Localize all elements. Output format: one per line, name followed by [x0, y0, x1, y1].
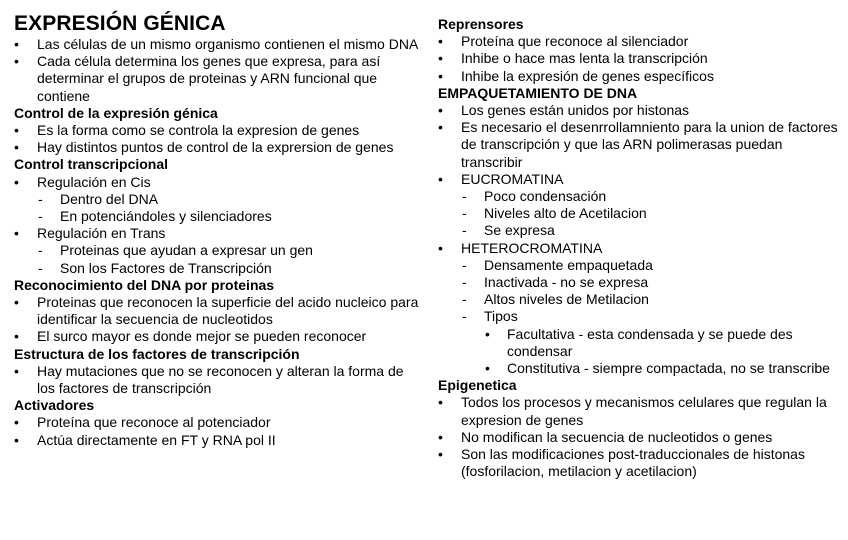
dash-item	[438, 222, 838, 239]
bullet-marker: •	[14, 362, 19, 379]
bullet-marker: •	[14, 173, 19, 190]
bullet-item	[438, 119, 838, 171]
item-text: Niveles alto de Acetilacion	[484, 205, 647, 222]
dash-item	[438, 308, 838, 325]
dash-item	[438, 205, 838, 222]
right-column	[438, 0, 838, 480]
item-text: Los genes están unidos por histonas	[461, 102, 690, 119]
dash-marker: -	[462, 222, 467, 239]
item-text: Es la forma como se controla la expresion de genes	[37, 122, 360, 139]
dash-item	[14, 242, 424, 259]
item-text: Proteinas que reconocen la superficie del acido nucleico para identificar la secuencia de nucleotidos	[37, 294, 419, 328]
item-text: Poco condensación	[484, 188, 607, 205]
bullet-item	[14, 432, 424, 449]
dash-marker: -	[462, 205, 467, 222]
bullet-item	[14, 122, 424, 139]
item-text: Densamente empaquetada	[484, 256, 653, 273]
item-text: Todos los procesos y mecanismos celulares que regulan la expresion de genes	[461, 394, 827, 428]
section-heading-reconocimiento-del-dna-por-proteinas: Reconocimiento del DNA por proteinas	[14, 276, 275, 293]
bullet-item	[438, 33, 838, 50]
dash-item	[438, 274, 838, 291]
bullet-marker: •	[14, 53, 19, 70]
bullet-item	[438, 68, 838, 85]
bullet-marker: •	[14, 294, 19, 311]
bullet-marker: •	[438, 102, 443, 119]
dash-marker: -	[462, 274, 467, 291]
item-text: HETEROCROMATINA	[461, 239, 603, 256]
bullet-marker: •	[14, 414, 19, 431]
item-text: Inactivada - no se expresa	[484, 274, 649, 291]
bullet-marker: •	[438, 446, 443, 463]
item-text: Inhibe o hace mas lenta la transcripción	[461, 50, 708, 67]
bullet-marker: •	[438, 394, 443, 411]
dash-marker: -	[38, 259, 43, 276]
section-heading-activadores: Activadores	[14, 397, 95, 414]
dash-item	[438, 188, 838, 205]
bullet-marker: •	[438, 33, 443, 50]
left-column	[14, 0, 424, 449]
bullet-marker: •	[14, 431, 19, 448]
bullet-marker: •	[485, 325, 490, 342]
bullet-marker: •	[438, 67, 443, 84]
bullet-item	[438, 360, 838, 377]
item-text: Se expresa	[484, 222, 555, 239]
item-text: Altos niveles de Metilacion	[484, 291, 649, 308]
dash-marker: -	[462, 308, 467, 325]
bullet-marker: •	[14, 36, 19, 52]
dash-marker: -	[462, 291, 467, 308]
item-text: Hay mutaciones que no se reconocen y alteran la forma de los factores de transcripción	[37, 362, 404, 397]
item-text: Regulación en Trans	[37, 225, 166, 242]
page-title: EXPRESIÓN GÉNICA	[14, 12, 226, 35]
bullet-item	[14, 36, 424, 53]
bullet-item	[438, 171, 838, 188]
bullet-marker: •	[438, 428, 443, 445]
dash-item	[14, 191, 424, 208]
bullet-marker: •	[485, 360, 490, 377]
bullet-marker: •	[14, 328, 19, 345]
item-text: Son las modificaciones post-traduccionales de histonas (fosforilacion, metilacion y acetilacion)	[461, 446, 805, 480]
item-text: Cada célula determina los genes que expresa, para así determinar el grupos de proteinas y ARN funcional que contiene	[37, 53, 381, 104]
item-text: EUCROMATINA	[461, 170, 564, 187]
dash-marker: -	[38, 208, 43, 225]
item-text: Regulación en Cis	[37, 173, 151, 190]
item-text: Es necesario el desenrrollamniento para la union de factores de transcripción y que las ARN polimerasas puedan transcribir	[461, 119, 838, 170]
bullet-item	[438, 446, 838, 480]
item-text: Tipos	[484, 308, 518, 325]
bullet-item	[14, 414, 424, 431]
item-text: Son los Factores de Transcripción	[60, 259, 272, 276]
bullet-item	[14, 53, 424, 105]
bullet-item	[438, 50, 838, 67]
left-content	[14, 36, 424, 449]
dash-item	[14, 260, 424, 277]
dash-marker: -	[38, 242, 43, 259]
right-content	[438, 16, 838, 480]
bullet-marker: •	[438, 119, 443, 136]
item-text: No modifican la secuencia de nucleotidos o genes	[461, 428, 773, 445]
bullet-item	[438, 326, 838, 360]
item-text: Proteína que reconoce al potenciador	[37, 414, 271, 431]
bullet-marker: •	[14, 225, 19, 242]
item-text: Facultativa - esta condensada y se puede des condensar	[507, 325, 793, 359]
dash-item	[438, 257, 838, 274]
bullet-item	[14, 174, 424, 191]
section-heading-empaquetamiento-de-dna: EMPAQUETAMIENTO DE DNA	[438, 84, 638, 101]
dash-marker: -	[38, 190, 43, 207]
item-text: Proteína que reconoce al silenciador	[461, 33, 689, 50]
section-heading-control-de-la-expresion-genica: Control de la expresión génica	[14, 104, 218, 121]
item-text: Actúa directamente en FT y RNA pol II	[37, 431, 276, 448]
bullet-marker: •	[438, 170, 443, 187]
dash-marker: -	[462, 256, 467, 273]
dash-marker: -	[462, 188, 467, 205]
item-text: Las células de un mismo organismo contienen el mismo DNA	[37, 36, 419, 52]
bullet-item	[438, 102, 838, 119]
bullet-marker: •	[14, 122, 19, 139]
section-heading-reprensores: Reprensores	[438, 16, 524, 32]
item-text: Proteinas que ayudan a expresar un gen	[60, 242, 313, 259]
bullet-marker: •	[14, 139, 19, 156]
item-text: El surco mayor es donde mejor se pueden reconocer	[37, 328, 367, 345]
dash-item	[14, 208, 424, 225]
item-text: Inhibe la expresión de genes específicos	[461, 67, 714, 84]
bullet-item	[438, 429, 838, 446]
bullet-item	[14, 328, 424, 345]
item-text: Dentro del DNA	[60, 190, 159, 207]
bullet-item	[14, 363, 424, 397]
item-text: Constitutiva - siempre compactada, no se transcribe	[507, 360, 830, 377]
bullet-item	[438, 394, 838, 428]
item-text: En potenciándoles y silenciadores	[60, 208, 272, 225]
bullet-item	[14, 225, 424, 242]
section-heading-estructura-de-los-factores-de-transcripc: Estructura de los factores de transcripción	[14, 345, 300, 362]
dash-item	[438, 291, 838, 308]
section-heading-control-transcripcional: Control transcripcional	[14, 156, 169, 173]
bullet-item	[14, 139, 424, 156]
bullet-marker: •	[438, 239, 443, 256]
bullet-marker: •	[438, 50, 443, 67]
item-text: Hay distintos puntos de control de la exprersion de genes	[37, 139, 394, 156]
section-heading-epigenetica: Epigenetica	[438, 377, 517, 394]
bullet-item	[14, 294, 424, 328]
bullet-item	[438, 240, 838, 257]
